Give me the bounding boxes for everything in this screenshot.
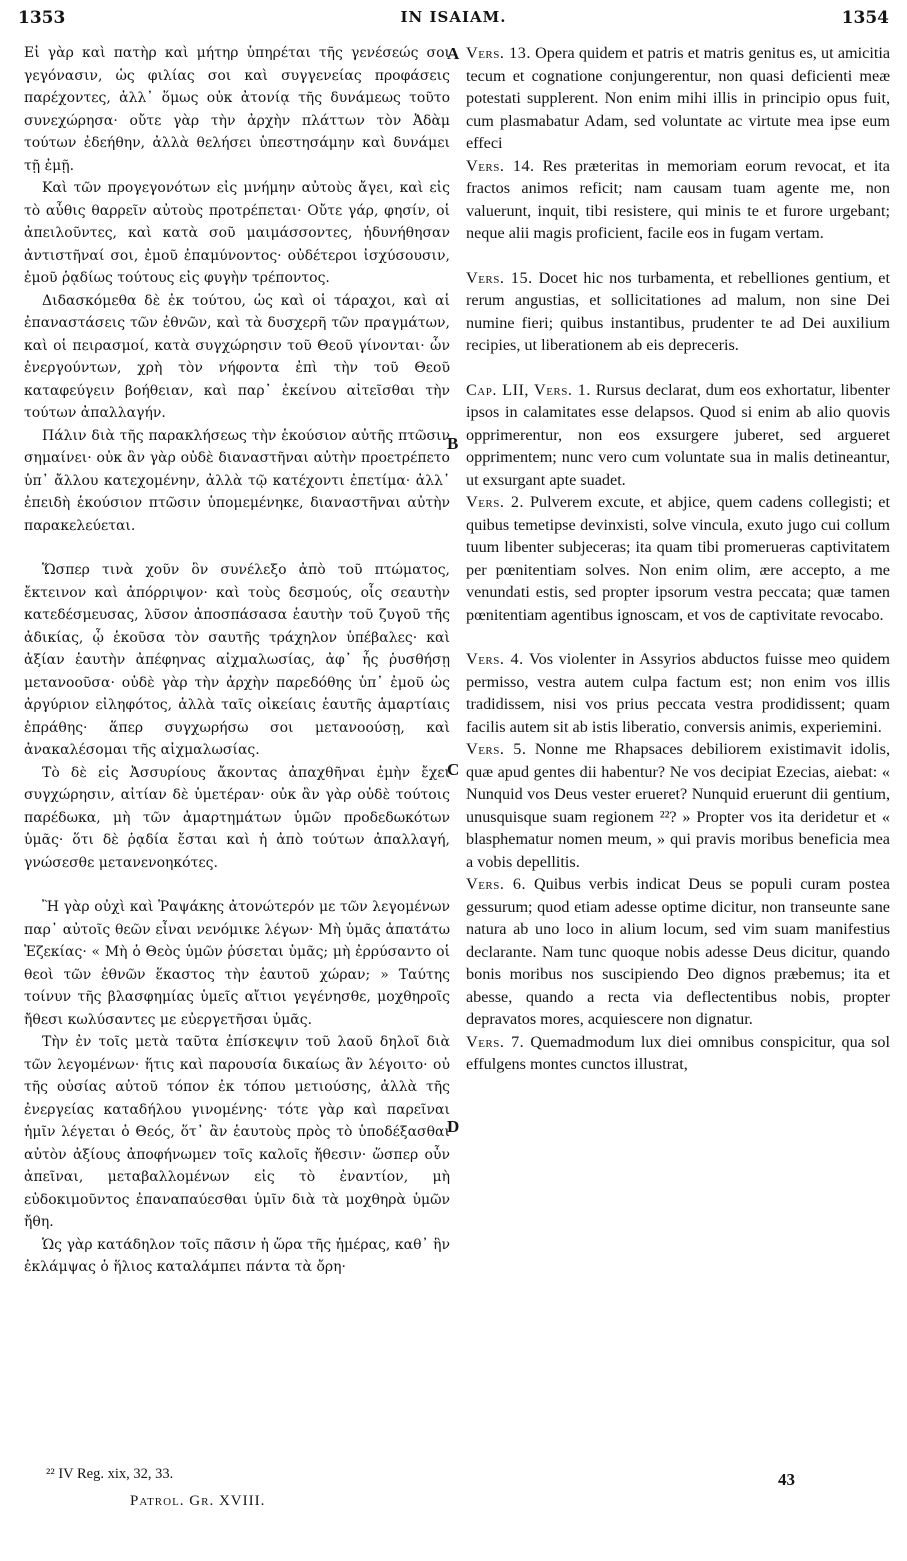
page-number-right: 1354 <box>841 8 889 28</box>
greek-paragraph: Πάλιν διὰ τῆς παρακλήσεως τὴν ἑκούσιον αὐτῆς πτῶσιν σημαίνει· οὐκ ἂν γὰρ οὐδὲ διαναστῆναι αὐτὴν προετρέπετο ὑπ᾽ ἄλλου κατεχομένην, ἀλλὰ τῷ κατέχοντι ἐπετίμα· ἀλλ᾽ ἐπειδὴ ἑκούσιον πτῶσιν ὑπομεμένηκε, διαναστῆναι αὐτὴν παρακελεύεται. <box>24 427 450 534</box>
footnote: ²² IV Reg. xix, 32, 33. <box>46 1466 174 1482</box>
greek-column <box>24 42 450 1279</box>
greek-paragraph: Καὶ τῶν προγεγονότων εἰς μνήμην αὐτοὺς ἄγει, καὶ εἰς τὸ αὖθις θαρρεῖν αὐτοὺς προτρέπεται· Οὔτε γάρ, φησίν, οἱ ἀπειλοῦντες, καὶ κατὰ σοῦ μαιμάσσοντες, ἠδυνήθησαν ἀντιστῆναί σοι, ἐμοῦ ἐπαμύνοντος· οὐδέτεροι ἰσχύσουσιν, ἐμοῦ ῥᾳδίως τούτους εἰς φυγὴν τρέποντος. <box>24 180 450 286</box>
greek-paragraph: Διδασκόμεθα δὲ ἐκ τούτου, ὡς καὶ οἱ τάραχοι, καὶ αἱ ἐπαναστάσεις τῶν ἐθνῶν, καὶ τὰ δυσχερῆ τῶν πραγμάτων, καὶ οἱ πειρασμοί, κατὰ συγχώρησιν τοῦ Θεοῦ γίνονται· ὧν ἐνεργούντων, χρὴ τὸν νήφοντα ἐπὶ τὴν τοῦ Θεοῦ καταφεύγειν βοήθειαν, καὶ παρ᾽ ἐκείνου αἰτεῖσθαι τὴν τούτων ἀπαλλαγήν. <box>24 292 450 421</box>
latin-paragraph <box>466 42 890 155</box>
verse-text: Docet hic nos turbamenta, et rebelliones gentium, et rerum angustias, et sollicitationes ad malum, non sine Dei numine fieri; quibus instantibus, prudenter te ad Dei auxilium recipies, ut liberationem ab eis depreceris. <box>466 268 890 354</box>
page-number-left: 1353 <box>18 8 66 28</box>
verse-text: Vos violenter in Assyrios abductos fuisse meo quidem permisso, vestra autem culpa factum est; non enim vos illis tradidissem, nisi vos prius peccata vestra prodidissent; quam facilis autem sit ab istis liberatio, conversis animis, experiemini. <box>466 650 891 736</box>
verse-text: Opera quidem et patris et matris genitus es, ut amicitia tecum et cognatione conjungerentur, non quasi deficienti meæ potestati supplerent. Non enim mihi illis in principio opus fuit, cum plasmabatur Adam, sed voluntate ac virtute mea ipse eum effeci <box>466 44 891 152</box>
margin-marker-d: D <box>447 1117 460 1136</box>
verse-text: Rursus declarat, dum eos exhortatur, libenter ipsos in calamitates esse delapsos. Quod si enim ab alio quovis opprimerentur, non eos exsurgere juberet, sed argueret opprimentem; nunc vero cum voluntate sua in malis detineantur, ut exsurgant apte suadet. <box>466 380 890 489</box>
latin-paragraph <box>466 155 890 245</box>
greek-paragraph: Εἰ γὰρ καὶ πατὴρ καὶ μήτηρ ὑπηρέται τῆς γενέσεώς σοι γεγόνασιν, ὡς φιλίας σοι καὶ συγγενείας προφάσεις παρέχοντες, ἀλλ᾽ ὅμως οὐκ ἀτονίᾳ τῆς δυνάμεως τοῦτο συνεχώρησα· οὔτε γὰρ τὴν ἀρχὴν πλάττων τὸν Ἀδὰμ τούτων ἐδεήθην, ἀλλὰ θελήσει ὑπεστησάμην καὶ δυνάμει τῇ ἐμῇ. <box>24 45 450 174</box>
verse-label: Vers. 4. <box>466 650 524 668</box>
latin-column <box>466 42 890 1076</box>
latin-paragraph <box>466 267 890 357</box>
running-header <box>18 8 889 34</box>
running-title: IN ISAIAM. <box>400 8 507 26</box>
latin-paragraph <box>466 738 890 873</box>
verse-label: Vers. 2. <box>466 493 525 511</box>
signature-line: Patrol. Gr. XVIII. <box>130 1493 266 1509</box>
greek-paragraph: Τὴν ἐν τοῖς μετὰ ταῦτα ἐπίσκεψιν τοῦ λαοῦ δηλοῖ διὰ τῶν λεγομένων· ἥτις καὶ παρουσία δικαίως ἂν λέγοιτο· οὐ τῆς οὐσίας αὐτοῦ τόπον ἐκ τόπου μετιούσης, ἀλλὰ τῆς ἐνεργείας καταδήλου γινομένης· τότε γὰρ καὶ παρεῖναι ἡμῖν λέγεται ὁ Θεός, ὅτ᾽ ἂν ἑαυτοὺς πρὸς τὸ ὑποδέξασθαι αὐτὸν ἀξίους ἀποφήνωμεν τοῖς καλοῖς ἤθεσιν· ὥσπερ οὖν ἀπεῖναι, μεταβαλλομένων εἰς τὸ ἐναντίον, μὴ εὐδοκιμοῦντος ἐπαναπαύεσθαι ὑμῖν διὰ τὰ μοχθηρὰ ὑμῶν ἤθη. <box>24 1034 450 1230</box>
latin-paragraph <box>466 873 890 1031</box>
verse-label: Vers. 15. <box>466 268 533 287</box>
verse-text: Quemadmodum lux diei omnibus conspicitur, qua sol effulgens montes cunctos illustrat, <box>466 1032 890 1073</box>
verse-label: Vers. 7. <box>466 1032 525 1051</box>
verse-label: Cap. LII, Vers. 1. <box>466 380 591 399</box>
latin-paragraph <box>466 648 890 738</box>
verse-label: Vers. 13. <box>466 44 531 62</box>
verse-text: Quibus verbis indicat Deus se populi curam postea gessurum; quod etiam adesse optime dicitur, non transeunte sane natura ab uno loco in alium locum, sed vim suam manifestius declarante. Nam tunc quoque nobis adesse Deus dicitur, quando bonis moribus nos suscipiendo Deo dignos præbemus; ita et abesse, quando a recta via deflectentibus nobis, propter depravatos mores, acquiescere non dignatur. <box>466 875 890 1028</box>
verse-text: Nonne me Rhapsaces debiliorem existimavit idolis, quæ apud gentes dii habentur? Ne vos decipiat Ezecias, aiebat: « Nunquid vos Deus vester erueret? Nunquid eruerunt dii gentium, unusquisque suam regionem ²²? » Propter vos ita deridetur et « blasphematur nomen meum, » qui pravis moribus beneficia mea a vobis depellitis. <box>466 740 891 871</box>
margin-marker-b: B <box>447 434 459 453</box>
greek-paragraph: Ἢ γὰρ οὐχὶ καὶ Ῥαψάκης ἀτονώτερόν με τῶν λεγομένων παρ᾽ αὐτοῖς θεῶν εἶναι νενόμικε λέγων· Μὴ ὑμᾶς ἀπατάτω Ἐζεκίας· « Μὴ ὁ Θεὸς ὑμῶν ῥύσεται ὑμᾶς; μὴ ἐρρύσαντο οἱ θεοὶ τῶν ἐθνῶν ἕκαστος τὴν ἑαυτοῦ χώραν; » Ταύτης τοίνυν τῆς βλασφημίας ὑμεῖς αἴτιοι γεγένησθε, μοχθηροῖς ἤθεσι κωλύσαντες με εὐεργετῆσαι ὑμᾶς. <box>24 899 450 1028</box>
greek-paragraph: Ὥσπερ τινὰ χοῦν ὃν συνέλεξο ἀπὸ τοῦ πτώματος, ἔκτεινον καὶ ἀπόρριψον· καὶ τοὺς δεσμούς, οἷς σεαυτὴν κατεδέσμευσας, λῦσον ἀποσπάσασα ἑαυτὴν τοῦ ζυγοῦ τῆς ἀδικίας, ᾧ ἑκοῦσα τὸν σαυτῆς τράχηλον ὑπέβαλες· καὶ ἀξίαν ἑαυτὴν ἀπέφηνας αἰχμαλωσίας, ἀφ᾽ ἧς ῥυσθήσῃ μετανοοῦσα· οὐδὲ γὰρ τὴν ἀρχὴν παρεδόθης ὑπ᾽ ἐμοῦ ὡς ἀργύριον εἰληφότος, ἀλλὰ ταῖς οἰκείαις ἑαυτῆς ἁμαρτίαις ἐπράθης· ἅπερ συγχωρήσω σοι μετανοούσῃ, καὶ ἀνακαλέσομαι τῆς αἰχμαλωσίας. <box>24 562 450 758</box>
latin-paragraph <box>466 1031 890 1076</box>
verse-label: Vers. 5. <box>466 740 527 758</box>
margin-marker-a: A <box>447 44 460 63</box>
verse-text: Pulverem excute, et abjice, quem cadens collegisti; et quibus temetipse devinxisti, solve vincula, exuto jugo cui collum tuum libenter subjeceras; ita quam tibi promerueras captivitatem per pœnitentiam solves. Non enim olim, ære accepto, a me venundati estis, sed propter ipsorum vestra peccata; quæ tamen pœnitentiam agentibus ignoscam, et vos de captivitate revocabo. <box>466 493 890 624</box>
latin-paragraph <box>466 491 890 626</box>
margin-marker-c: C <box>447 760 460 779</box>
latin-paragraph <box>466 379 890 492</box>
verse-label: Vers. 6. <box>466 875 527 893</box>
verse-text: Res præteritas in memoriam eorum revocat, et ita fractos animos reficit; nam causam tuam agente me, non valuerunt, inquit, tibi resistere, qui minis te et furore urgebant; neque alii magis proficient, facile eos in fugam vertam. <box>466 156 890 242</box>
greek-paragraph: Ὡς γὰρ κατάδηλον τοῖς πᾶσιν ἡ ὥρα τῆς ἡμέρας, καθ᾽ ἣν ἐκλάμψας ὁ ἥλιος καταλάμπει πάντα τὰ ὄρη· <box>24 1236 450 1275</box>
verse-label: Vers. 14. <box>466 156 535 175</box>
greek-paragraph: Τὸ δὲ εἰς Ἀσσυρίους ἄκοντας ἀπαχθῆναι ἐμὴν ἔχει συγχώρησιν, αἰτίαν δὲ ὑμετέραν· οὐκ ἂν γὰρ οὐδὲ τούτοις παρέδωκα, μὴ τῶν ἁμαρτημάτων ὑμῶν προδεδωκότων ὑμᾶς· ὅτι δὲ ῥᾳδία ἔσται καὶ ἡ ἀπὸ τούτων ἀπαλλαγή, γνώσεσθε μετανενοηκότες. <box>24 764 450 871</box>
signature-page-number: 43 <box>778 1470 795 1489</box>
